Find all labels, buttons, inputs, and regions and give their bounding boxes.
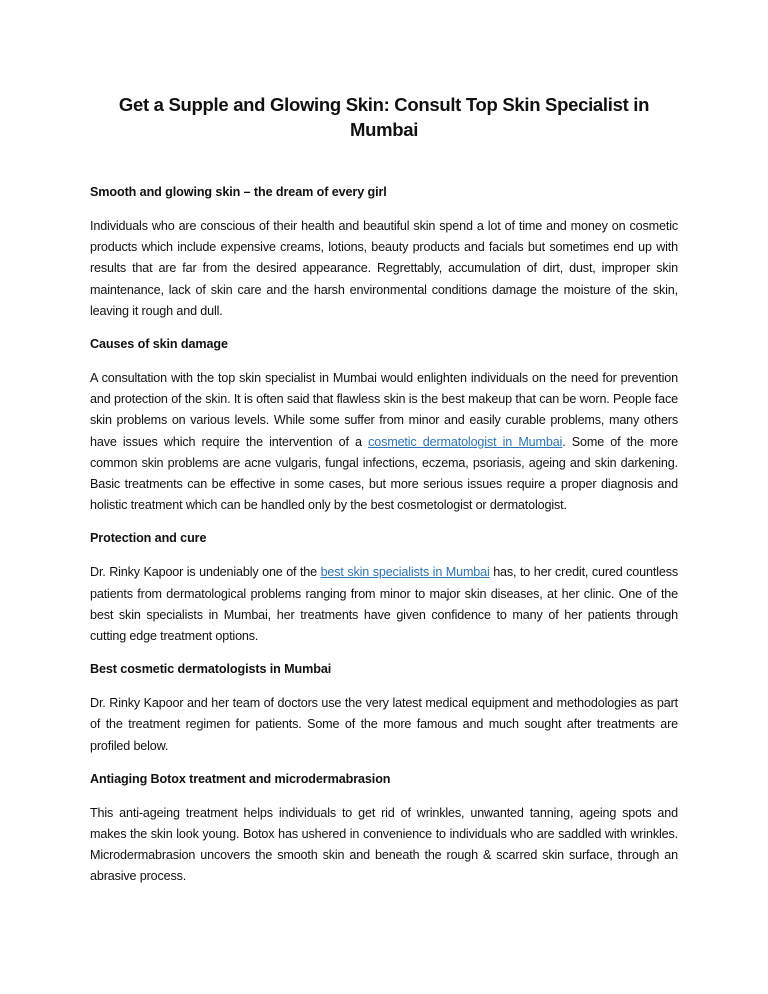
document-page <box>90 92 678 900</box>
section-antiaging-botox <box>90 769 678 888</box>
section-best-cosmetic-dermatologists <box>90 659 678 757</box>
paragraph-text: has, to her credit, cured countless patients from dermatological problems ranging from minor to major skin diseases, at her clinic. One of the best skin specialists in Mumbai, her treatments have given confidence to many of her patients through cutting edge treatment options. <box>90 565 678 644</box>
section-heading: Causes of skin damage <box>90 337 228 352</box>
paragraph-text: . Some of the more common skin problems are acne vulgaris, fungal infections, eczema, psoriasis, ageing and skin darkening. Basic treatments can be effective in some cases, but more serious issues require a proper diagnosis and holistic treatment which can be handled only by the best cosmetologist or dermatologist. <box>90 434 678 513</box>
section-paragraph <box>90 562 678 647</box>
section-heading: Best cosmetic dermatologists in Mumbai <box>90 662 332 677</box>
best-skin-specialists-link[interactable]: best skin specialists in Mumbai <box>320 565 490 580</box>
section-smooth-glowing-skin <box>90 182 678 322</box>
section-heading: Smooth and glowing skin – the dream of every girl <box>90 185 387 199</box>
section-protection-and-cure <box>90 528 678 647</box>
section-paragraph: This anti-ageing treatment helps individuals to get rid of wrinkles, unwanted tanning, ageing spots and makes the skin look young. Botox has ushered in convenience to individuals who are saddled with wrinkles. Microdermabrasion uncovers the smooth skin and beneath the rough & scarred skin surface, through an abrasive process. <box>90 805 678 884</box>
paragraph-text: A consultation with the top skin specialist in Mumbai would enlighten individuals on the need for prevention and protection of the skin. It is often said that flawless skin is the best makeup that can be worn. People face skin problems on various levels. While some suffer from minor and easily curable problems, many others have issues which require the intervention of a <box>90 371 678 449</box>
paragraph-text: Dr. Rinky Kapoor is undeniably one of the <box>90 565 321 580</box>
document-title: Get a Supple and Glowing Skin: Consult Top Skin Specialist in Mumbai <box>118 94 650 140</box>
section-paragraph: Individuals who are conscious of their health and beautiful skin spend a lot of time and money on cosmetic products which include expensive creams, lotions, beauty products and facials but sometimes end up with results that are far from the desired appearance. Regrettably, accumulation of dirt, dust, improper skin maintenance, lack of skin care and the harsh environmental conditions damage the moisture of the skin, leaving it rough and dull. <box>90 219 678 318</box>
section-paragraph <box>90 368 678 516</box>
cosmetic-dermatologist-link[interactable]: cosmetic dermatologist in Mumbai <box>368 434 563 449</box>
section-causes-of-skin-damage <box>90 334 678 516</box>
section-paragraph: Dr. Rinky Kapoor and her team of doctors use the very latest medical equipment and methodologies as part of the treatment regimen for patients. Some of the more famous and much sought after treatments are profiled below. <box>90 696 678 753</box>
section-heading: Protection and cure <box>90 531 207 546</box>
section-heading: Antiaging Botox treatment and microdermabrasion <box>90 771 391 786</box>
